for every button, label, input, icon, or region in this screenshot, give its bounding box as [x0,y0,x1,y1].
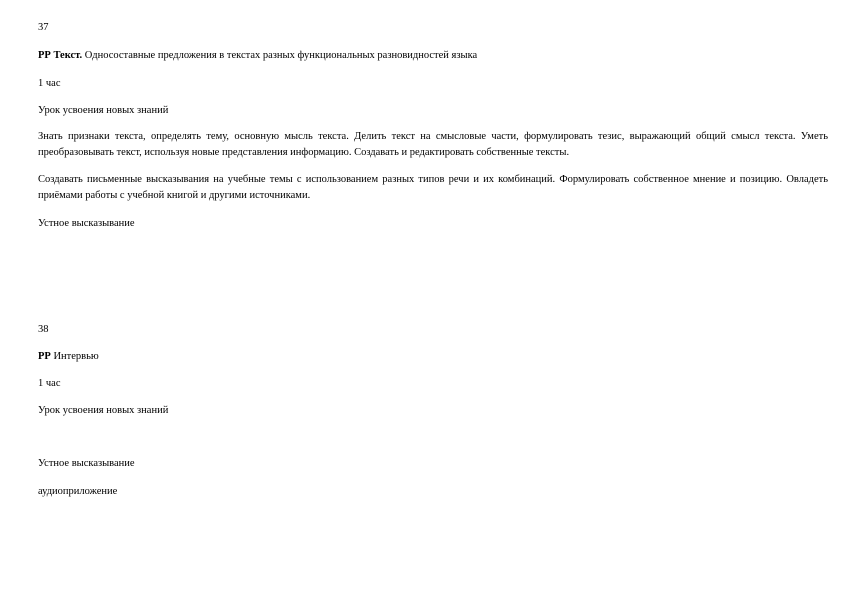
lesson-38-title-prefix: РР [38,351,51,362]
lesson-37-title-bold: Текст. [53,50,83,61]
lesson-37-title-prefix: РР [38,50,51,61]
lesson-37-title [38,48,828,64]
lesson-38-hours: 1 час [38,378,61,389]
lesson-37-title-rest: Односоставные предложения в текстах разных функциональных разновидностей языка [84,50,478,61]
lesson-37-assessment: Устное высказывание [38,218,135,229]
lesson-38-type: Урок усвоения новых знаний [38,405,169,416]
lesson-37-hours: 1 час [38,78,61,89]
lesson-37-paragraph-2: Создавать письменные высказывания на учебные темы с использованием разных типов речи и их комбинаций. Формулировать собственное мнение и позицию. Овладеть приёмами работы с учебной книгой и другими источниками. [38,174,828,201]
lesson-38-title-rest: Интервью [53,351,99,362]
lesson-38-assessment: Устное высказывание [38,458,135,469]
lesson-38-number: 38 [38,324,49,335]
lesson-37-number: 37 [38,22,49,33]
lesson-38-title [38,349,828,365]
lesson-37-type: Урок усвоения новых знаний [38,105,169,116]
lesson-38-extra: аудиоприложение [38,486,118,497]
lesson-37-paragraph-1: Знать признаки текста, определять тему, основную мысль текста. Делить текст на смысловые части, формулировать тезис, выражающий общий смысл текста. Уметь преобразовывать текст, используя новые представления информацию. Создавать и редактировать собственные тексты. [38,131,828,158]
